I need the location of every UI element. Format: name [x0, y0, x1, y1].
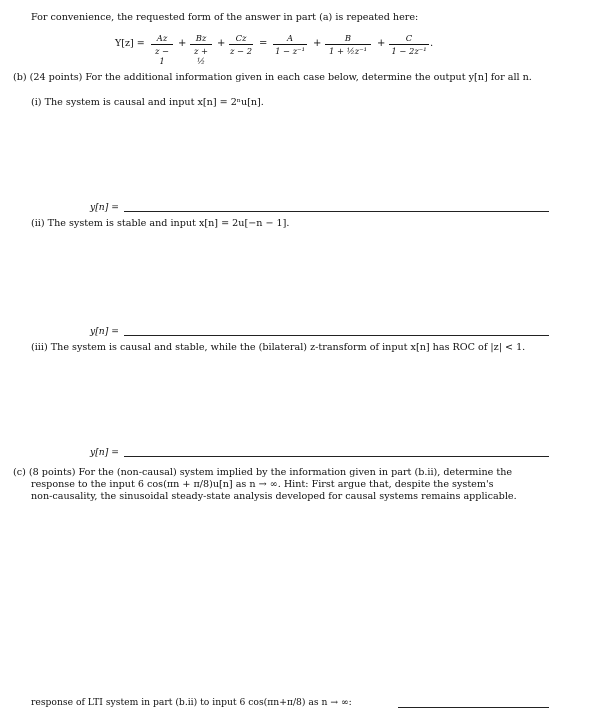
part-b-i-prompt: (i) The system is causal and input x[n] = 2ⁿu[n]. — [31, 97, 264, 108]
answer-line-b-ii[interactable] — [124, 335, 549, 336]
part-b-ii-prompt: (ii) The system is stable and input x[n] = 2u[−n − 1]. — [31, 218, 290, 229]
answer-line-b-iii[interactable] — [124, 456, 549, 457]
answer-label-b-iii: y[n] = — [90, 447, 119, 458]
fraction-b: B 1 + ½z⁻¹ — [325, 33, 371, 56]
answer-line-c[interactable] — [398, 707, 549, 708]
answer-line-b-i[interactable] — [124, 211, 549, 212]
plus-sign: + — [217, 38, 226, 49]
fraction-c: C 1 − 2z⁻¹ — [389, 33, 429, 56]
part-b-iii-prompt: (iii) The system is causal and stable, while the (bilateral) z-transform of input x[n] has ROC of |z| < 1. — [31, 342, 526, 353]
equals-sign: = — [259, 38, 268, 49]
answer-label-b-ii: y[n] = — [90, 326, 119, 337]
part-c-line-1: (c) (8 points) For the (non-causal) system implied by the information given in part (b.ii), determine the — [13, 467, 513, 478]
plus-sign: + — [178, 38, 187, 49]
part-c-line-2: response to the input 6 cos(πn + π/8)u[n] as n → ∞. Hint: First argue that, despite the system's — [31, 479, 494, 490]
part-b-heading: (b) (24 points) For the additional information given in each case below, determine the output y[n] for all n. — [13, 72, 532, 83]
answer-label-b-i: y[n] = — [90, 202, 119, 213]
equation-lhs: Y[z] = — [115, 38, 145, 49]
intro-text: For convenience, the requested form of the answer in part (a) is repeated here: — [31, 12, 419, 23]
fraction-bz: Bz z + ½ — [190, 33, 212, 66]
fraction-az: Az z − 1 — [151, 33, 173, 66]
plus-sign: + — [377, 38, 386, 49]
answer-label-c: response of LTI system in part (b.ii) to input 6 cos(πn+π/8) as n → ∞: — [31, 697, 352, 708]
part-c-line-3: non-causality, the sinusoidal steady-state analysis developed for causal systems remains applicable. — [31, 491, 517, 502]
period: . — [430, 38, 434, 49]
fraction-cz: Cz z − 2 — [229, 33, 253, 56]
fraction-a: A 1 − z⁻¹ — [273, 33, 307, 56]
plus-sign: + — [313, 38, 322, 49]
